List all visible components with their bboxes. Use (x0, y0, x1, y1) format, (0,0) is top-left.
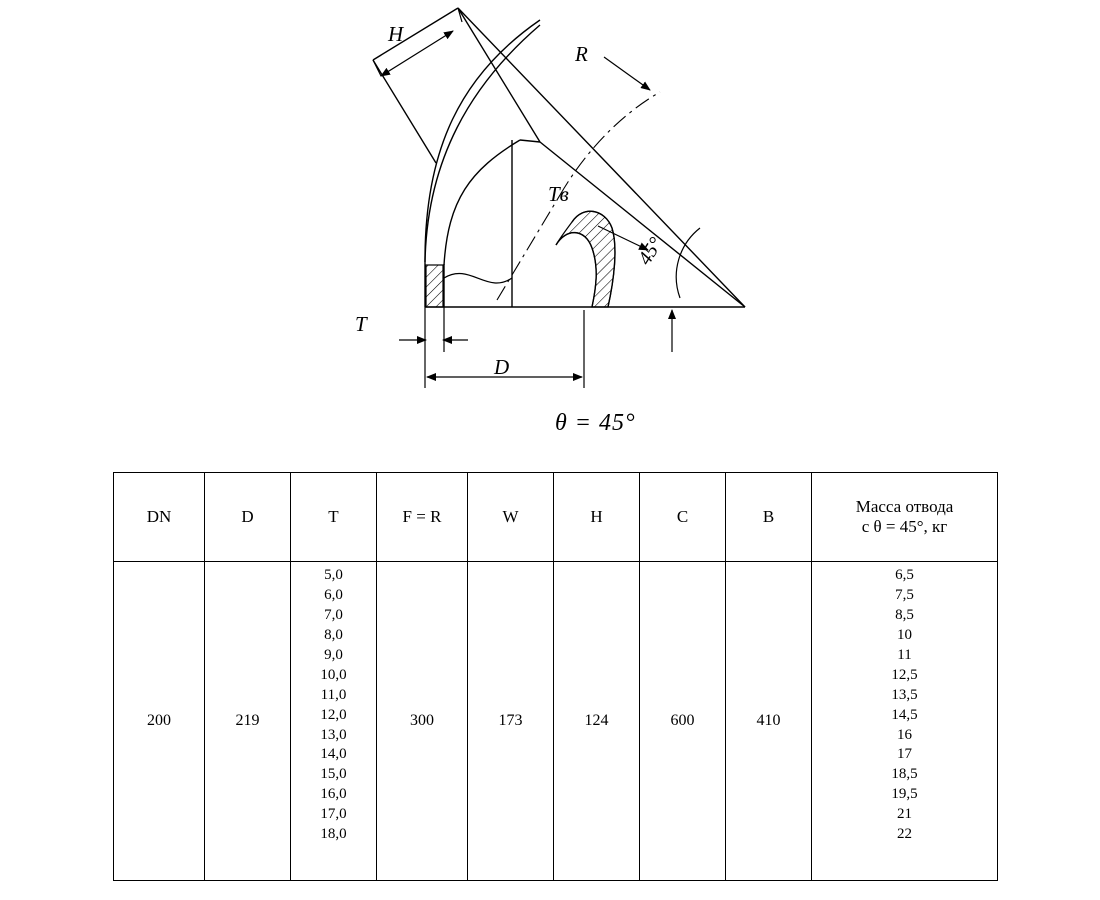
mass-value: 16 (897, 726, 912, 743)
t-value: 6,0 (324, 586, 343, 603)
header-b: B (726, 473, 812, 562)
cell-d: 219 (205, 562, 291, 881)
label-tv: Tв (548, 182, 569, 206)
cell-mass-list (812, 562, 998, 881)
drawing-caption: θ = 45° (555, 410, 636, 436)
label-r: R (575, 42, 588, 66)
dimension-h (373, 8, 462, 76)
angle-arc (672, 228, 700, 352)
header-mass-line2: с θ = 45°, кг (861, 517, 948, 536)
mass-value: 17 (897, 746, 912, 763)
mass-value: 18,5 (891, 766, 918, 783)
t-value: 5,0 (324, 567, 343, 583)
header-f-r: F = R (377, 473, 468, 562)
elbow-outline (373, 8, 745, 307)
mass-value: 7,5 (895, 586, 914, 603)
label-h: H (388, 22, 404, 46)
header-mass (812, 473, 998, 562)
cell-f-r: 300 (377, 562, 468, 881)
mass-value: 6,5 (895, 567, 914, 583)
section-hatching (426, 211, 615, 307)
spec-table-head (114, 473, 998, 562)
t-value: 17,0 (320, 806, 347, 823)
t-value: 10,0 (320, 666, 347, 683)
spec-table-body (114, 562, 998, 881)
label-angle-45: 45° (633, 233, 668, 269)
t-value: 13,0 (320, 726, 347, 743)
mass-value: 13,5 (891, 686, 918, 703)
t-value: 11,0 (320, 686, 347, 703)
table-header-row (114, 473, 998, 562)
mass-value: 8,5 (895, 606, 914, 623)
cell-dn: 200 (114, 562, 205, 881)
t-value: 15,0 (320, 766, 347, 783)
cell-t-list (291, 562, 377, 881)
radius-leader (604, 57, 650, 90)
t-value: 12,0 (320, 706, 347, 723)
mass-value: 12,5 (891, 666, 918, 683)
dimension-t (399, 307, 468, 352)
t-value: 14,0 (320, 746, 347, 763)
table-row (114, 562, 998, 881)
mass-value: 10 (897, 626, 912, 643)
spec-table (113, 472, 998, 881)
mass-value: 19,5 (891, 786, 918, 803)
center-axis (497, 92, 660, 300)
header-dn: DN (114, 473, 205, 562)
mass-values-stack (812, 562, 997, 847)
mass-value: 21 (897, 806, 912, 823)
t-value: 9,0 (324, 646, 343, 663)
header-w: W (468, 473, 554, 562)
specification-table (113, 472, 988, 881)
header-t: T (291, 473, 377, 562)
t-value: 7,0 (324, 606, 343, 623)
cell-c: 600 (640, 562, 726, 881)
mass-value: 14,5 (891, 706, 918, 723)
mass-value: 11 (897, 646, 912, 663)
label-t: T (355, 312, 367, 336)
mass-value: 22 (897, 826, 912, 843)
t-value: 18,0 (320, 826, 347, 843)
label-d: D (494, 355, 510, 379)
cell-w: 173 (468, 562, 554, 881)
header-h: H (554, 473, 640, 562)
cell-h: 124 (554, 562, 640, 881)
t-values-stack (291, 562, 376, 847)
header-mass-line1: Масса отвода (855, 497, 954, 516)
cell-b: 410 (726, 562, 812, 881)
header-c: C (640, 473, 726, 562)
t-value: 16,0 (320, 786, 347, 803)
header-d: D (205, 473, 291, 562)
t-value: 8,0 (324, 626, 343, 643)
